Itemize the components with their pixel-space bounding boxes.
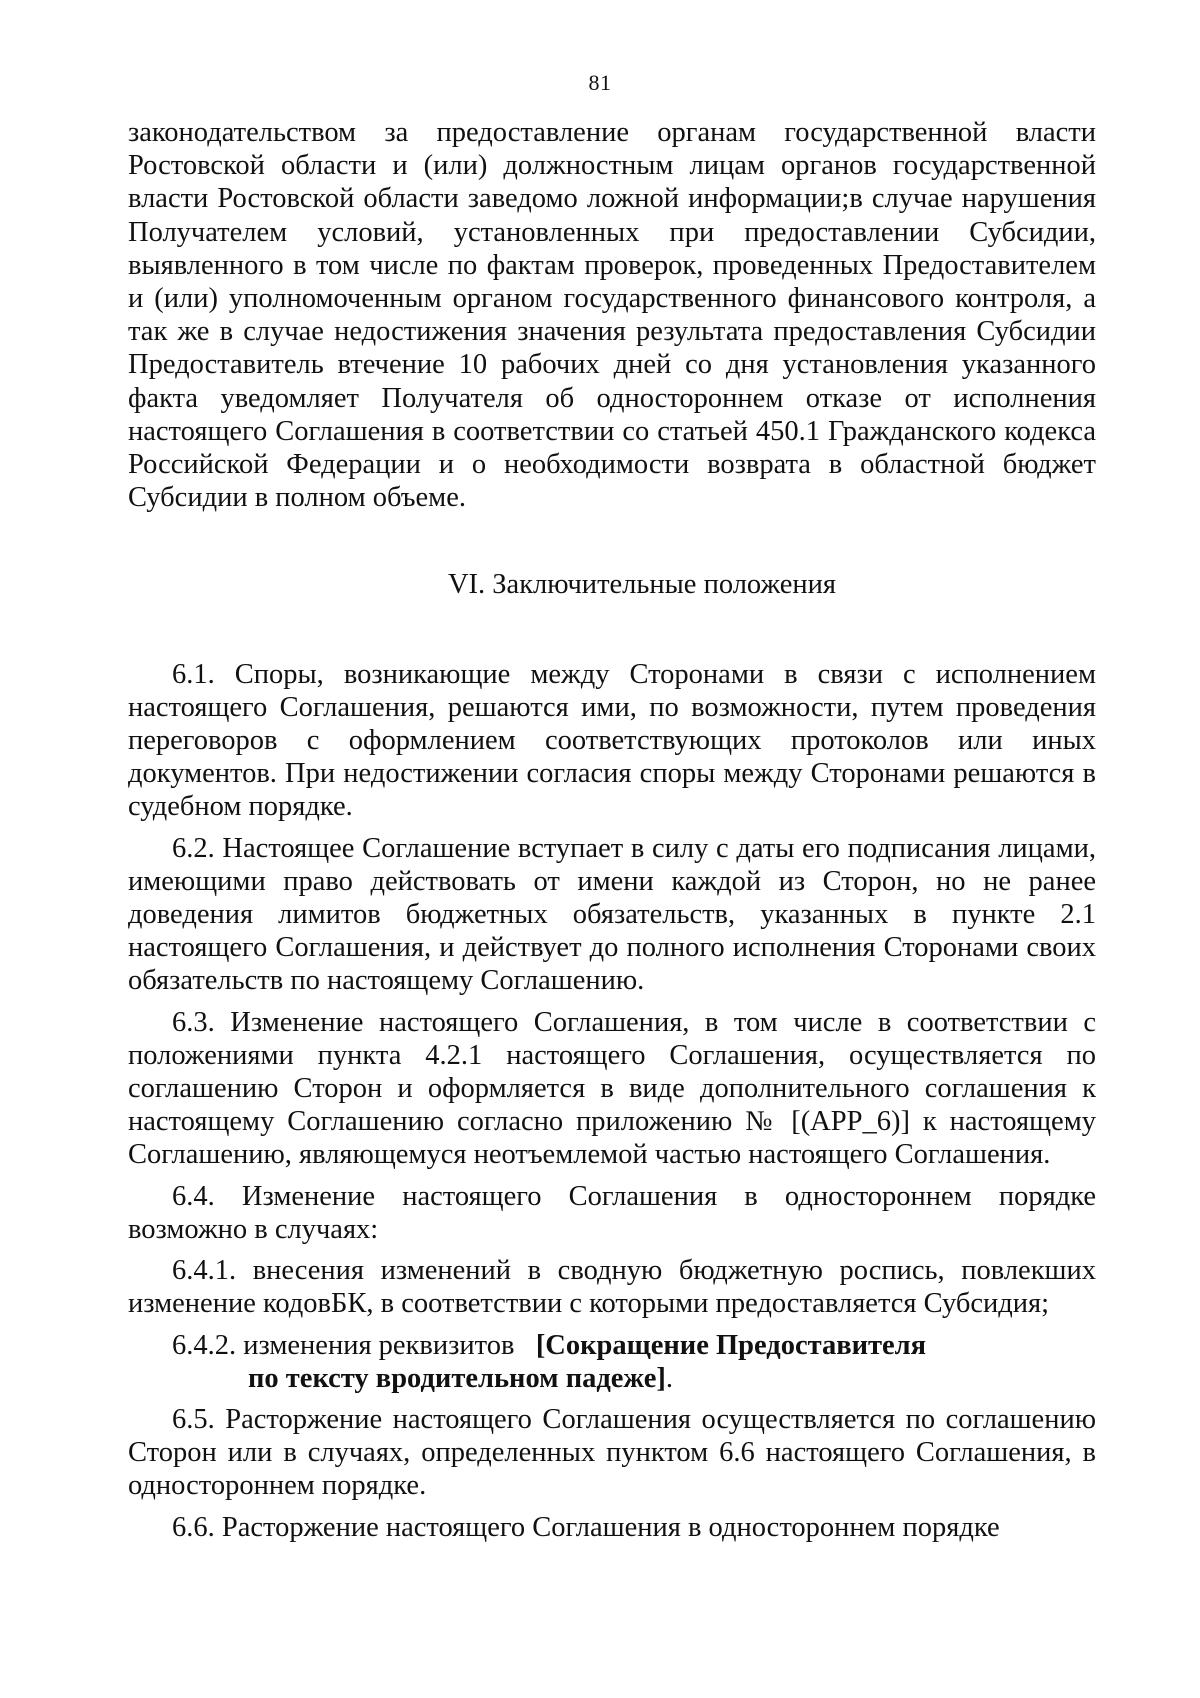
clause-6-4-2-bold-second: по тексту вродительном падеже] bbox=[248, 1362, 666, 1394]
spacer bbox=[128, 1395, 1096, 1403]
section-title: VI. Заключительные положения bbox=[447, 569, 837, 601]
clause-6-4-2-line2 bbox=[128, 1363, 673, 1394]
clause-6-4-1: 6.4.1. внесения изменений в сводную бюджетную роспись, повлекших изменение кодовБК, в соответствии с которыми предоставляется Субсидия; bbox=[128, 1255, 1096, 1320]
clause-6-3: 6.3. Изменение настоящего Соглашения, в том числе в соответствии с положениями пункта 4.2.1 настоящего Соглашения, осуществляется по соглашению Сторон и оформляется в виде дополнительного соглашения к настоящему Соглашению согласно приложению № [(APP_6)] к настоящему Соглашению, являющемуся неотъемлемой частью настоящего Соглашения. bbox=[128, 1006, 1096, 1171]
spacer bbox=[128, 1246, 1096, 1254]
clause-6-4-2 bbox=[128, 1329, 1096, 1395]
spacer bbox=[128, 1321, 1096, 1329]
page-number: 81 bbox=[588, 70, 612, 95]
spacer bbox=[128, 1172, 1096, 1180]
spacer bbox=[128, 1503, 1096, 1511]
document-body bbox=[128, 116, 1096, 1544]
spacer bbox=[128, 824, 1096, 832]
clause-6-6: 6.6. Расторжение настоящего Соглашения в одностороннем порядке bbox=[172, 1511, 1000, 1543]
spacer bbox=[128, 514, 1096, 568]
spacer bbox=[128, 998, 1096, 1006]
clause-6-4-2-prefix: 6.4.2. изменения реквизитов bbox=[172, 1329, 515, 1361]
clause-6-4-2-suffix: . bbox=[665, 1362, 673, 1394]
spacer bbox=[128, 602, 1096, 658]
clause-6-1: 6.1. Споры, возникающие между Сторонами в связи с исполнением настоящего Соглашения, решаются ими, по возможности, путем проведения переговоров с оформлением соответствующих протоколов или иных документов. При недостижении согласия споры между Сторонами решаются в судебном порядке. bbox=[128, 658, 1096, 823]
clause-6-4: 6.4. Изменение настоящего Соглашения в одностороннем порядке возможно в случаях: bbox=[128, 1180, 1096, 1245]
clause-6-5: 6.5. Расторжение настоящего Соглашения осуществляется по соглашению Сторон или в случаях, определенных пунктом 6.6 настоящего Соглашения, в одностороннем порядке. bbox=[128, 1403, 1096, 1502]
clause-6-2: 6.2. Настоящее Соглашение вступает в силу с даты его подписания лицами, имеющими право действовать от имени каждой из Сторон, но не ранее доведения лимитов бюджетных обязательств, указанных в пункте 2.1 настоящего Соглашения, и действует до полного исполнения Сторонами своих обязательств по настоящему Соглашению. bbox=[128, 832, 1096, 997]
clause-6-4-2-bold-first: [Сокращение Предоставителя bbox=[535, 1329, 927, 1361]
paragraph-continuation: законодательством за предоставление органам государственной власти Ростовской области и (или) должностным лицам органов государственной власти Ростовской области заведомо ложной информации;в случае нарушения Получателем условий, установленных при предоставлении Субсидии, выявленного в том числе по фактам проверок, проведенных Предоставителем и (или) уполномоченным органом государственного финансового контроля, а так же в случае недостижения значения результата предоставления Субсидии Предоставитель втечение 10 рабочих дней со дня установления указанного факта уведомляет Получателя об одностороннем отказе от исполнения настоящего Соглашения в соответствии со статьей 450.1 Гражданского кодекса Российской Федерации и о необходимости возврата в областной бюджет Субсидии в полном объеме. bbox=[128, 117, 1096, 514]
